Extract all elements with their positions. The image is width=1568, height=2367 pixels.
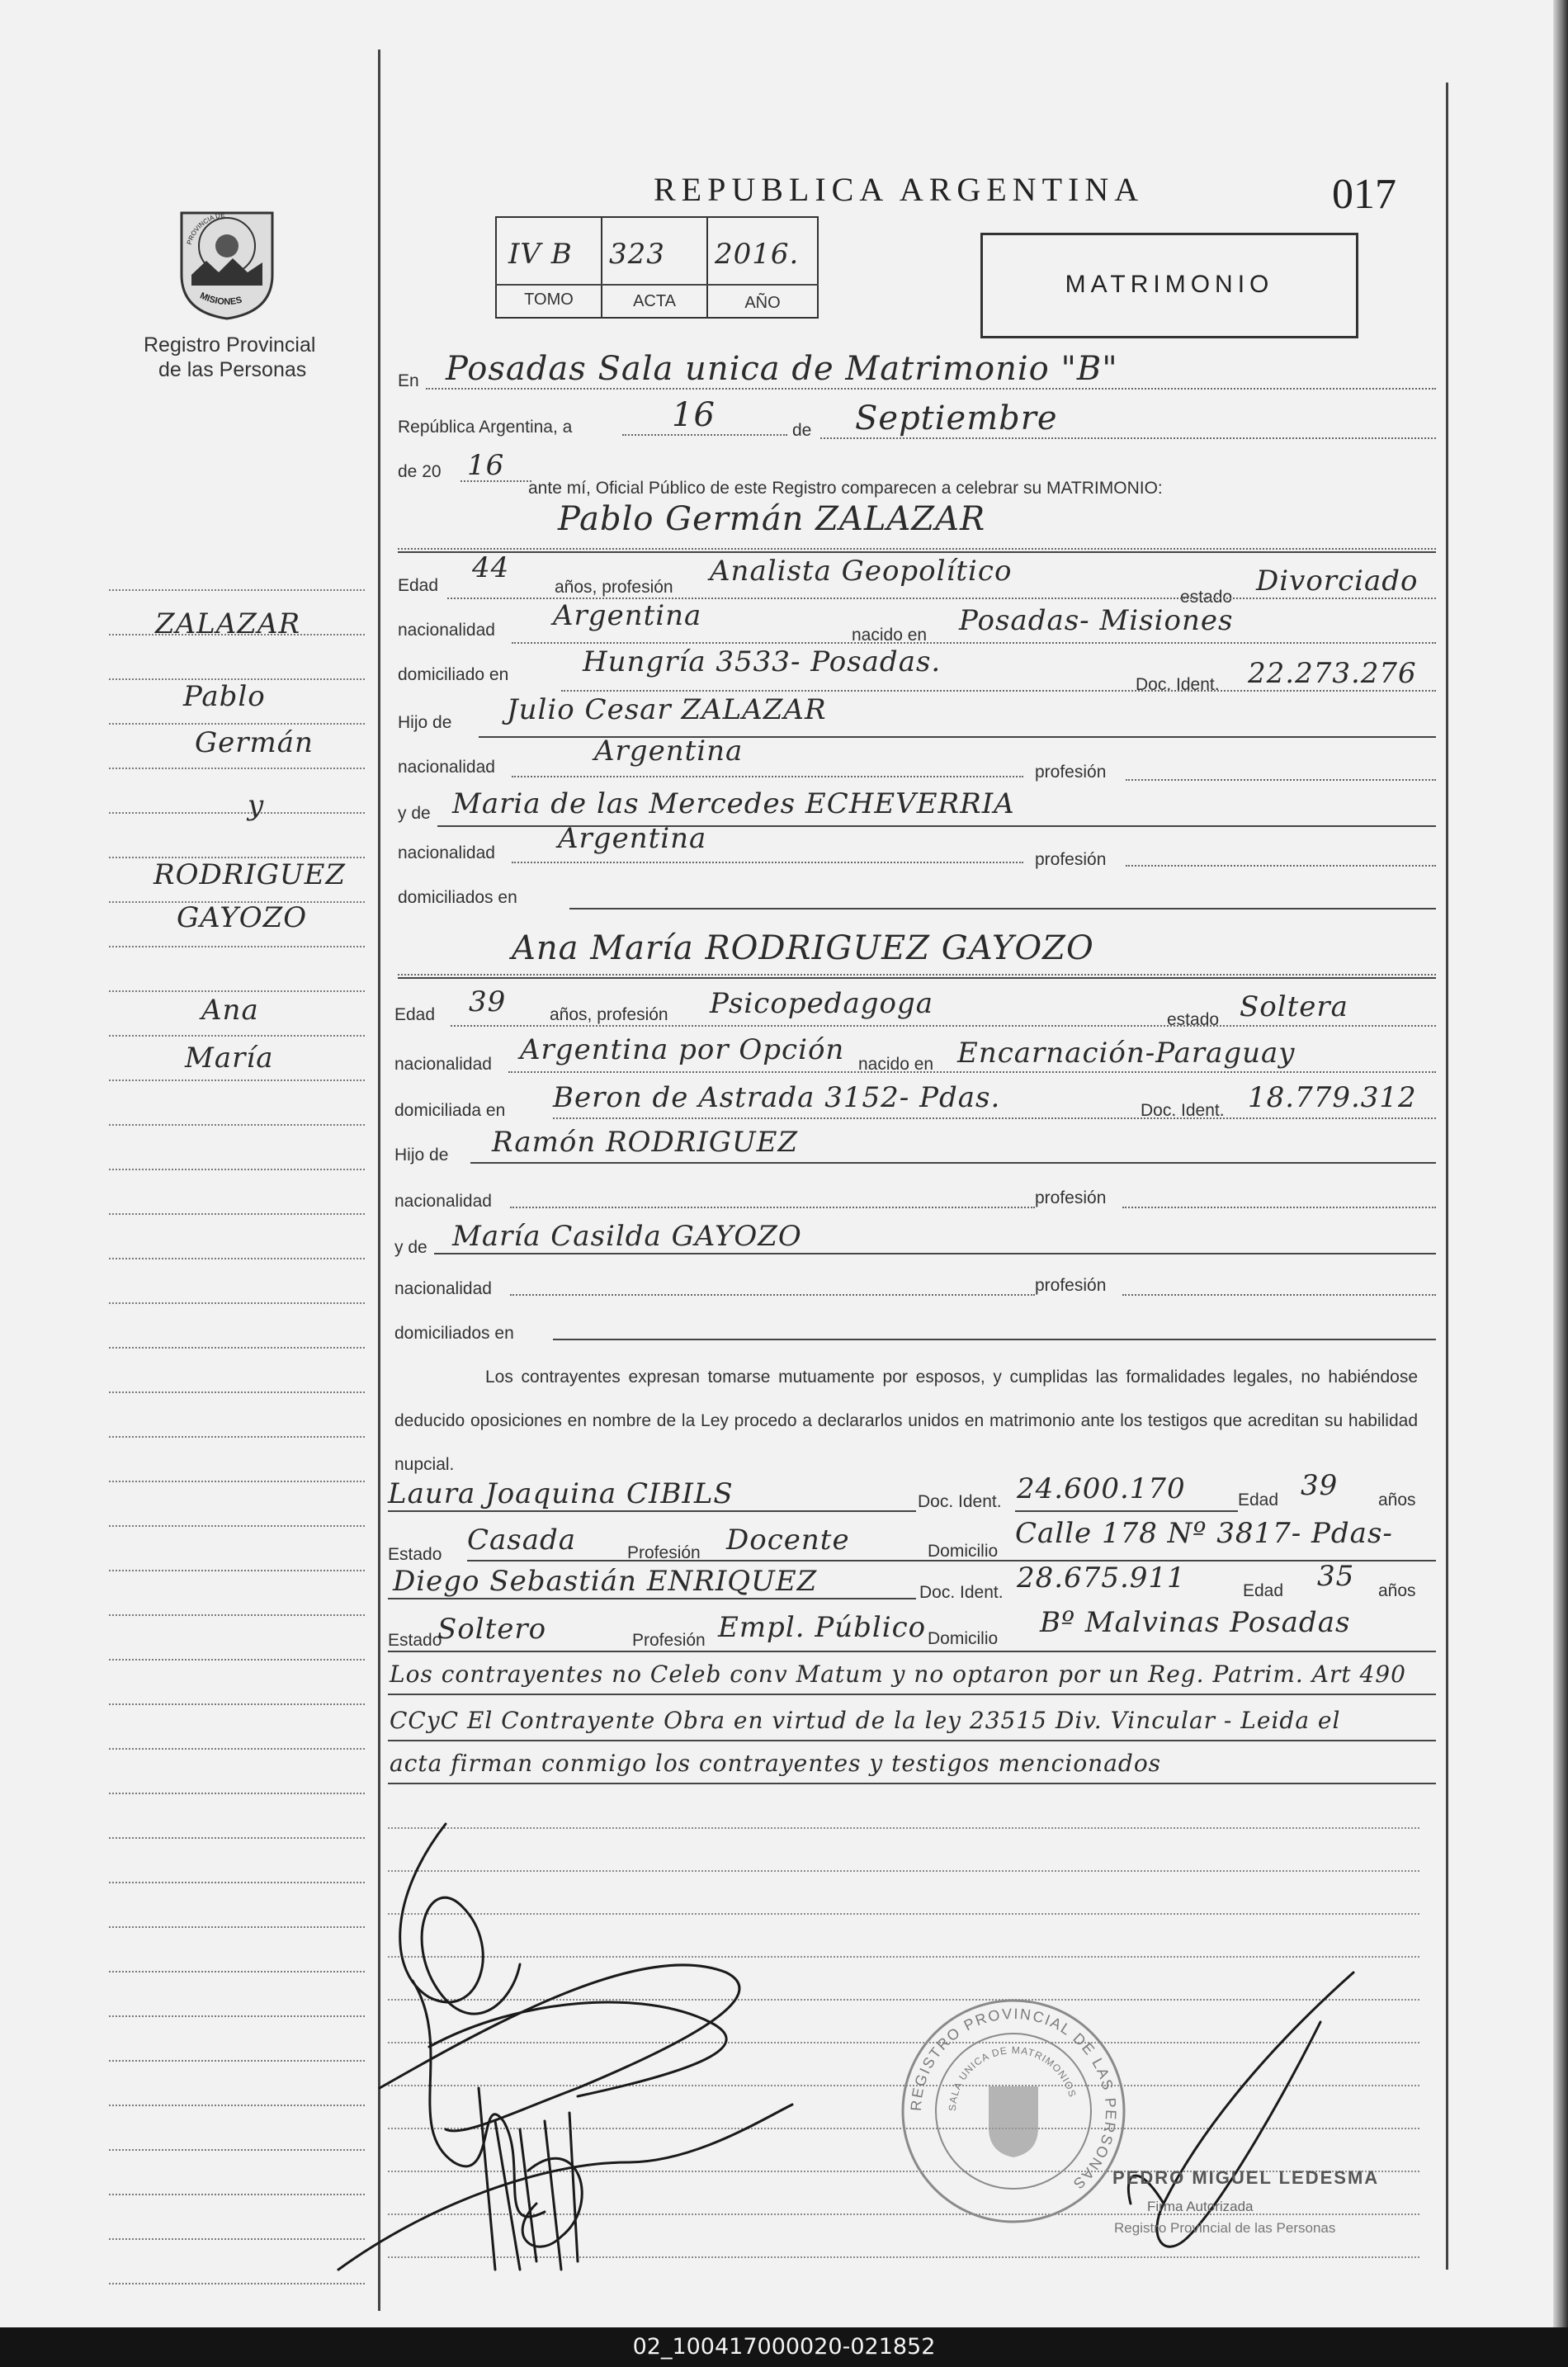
margin-surname-groom: ZALAZAR (155, 607, 301, 640)
year-label: de 20 (398, 462, 442, 481)
page-frame-right (1446, 83, 1448, 2270)
witness2-profesion: Empl. Público (718, 1611, 927, 1644)
groom-padre-prof-label: profesión (1035, 763, 1107, 782)
witness2-estado: Soltero (437, 1613, 547, 1646)
bride-edad-label: Edad (394, 1005, 436, 1024)
margin-name-pablo: Pablo (183, 680, 266, 713)
note-line-2: CCyC El Contrayente Obra en virtud de la ley 23515 Div. Vincular - Leida el (390, 1707, 1341, 1734)
stamp-ring-text: REGISTRO PROVINCIAL DE LAS PERSONAS (907, 2005, 1120, 2194)
witness1-prof-label: Profesión (627, 1543, 701, 1562)
witness1-doc: 24.600.170 (1017, 1472, 1186, 1505)
bride-anios-label: años, profesión (550, 1005, 668, 1024)
seal-top-text: PROVINCIA DE (185, 211, 225, 246)
de-label: de (792, 421, 812, 440)
officer-org: Registro Provincial de las Personas (1114, 2220, 1336, 2236)
witness2-name: Diego Sebastián ENRIQUEZ (393, 1565, 818, 1598)
bride-doc: 18.779.312 (1248, 1081, 1417, 1114)
groom-nacionalidad: Argentina (553, 599, 702, 632)
bride-nac-label: nacionalidad (394, 1055, 492, 1074)
scan-caption: 02_100417000020-021852 (0, 2327, 1568, 2367)
witness2-doc-label: Doc. Ident. (919, 1583, 1004, 1602)
witness2-estado-label: Estado (388, 1631, 442, 1650)
note-line-1: Los contrayentes no Celeb conv Matum y no optaron por un Reg. Patrim. Art 490 (390, 1661, 1406, 1688)
stamp-center-text: SALA UNICA DE MATRIMONIOS (946, 2043, 1079, 2112)
margin-name-ana: Ana (201, 994, 259, 1027)
bride-estado-label: estado (1167, 1010, 1220, 1029)
declaration-text: Los contrayentes expresan tomarse mutuamente por esposos, y cumplidas las formalidades legales, no habiéndose deducido oposiciones en nombre de la Ley procedo a declararlos unidos en matrimonio ante los testigos que acreditan su habilidad nupcial. (394, 1368, 1418, 1474)
book-edge (1553, 0, 1568, 2327)
witness2-edad-label: Edad (1243, 1581, 1284, 1600)
witness1-profesion: Docente (726, 1524, 850, 1557)
place-value: Posadas Sala unica de Matrimonio "B" (446, 350, 1118, 388)
groom-nacido-label: nacido en (852, 626, 928, 645)
bride-madre: María Casilda GAYOZO (452, 1220, 802, 1253)
witness1-domicilio: Calle 178 Nº 3817- Pdas- (1015, 1517, 1393, 1550)
groom-madre-nac: Argentina (558, 822, 707, 855)
witness2-dom-label: Domicilio (928, 1629, 999, 1648)
bride-domicilio: Beron de Astrada 3152- Pdas. (553, 1081, 1001, 1114)
groom-anios-label: años, profesión (555, 578, 673, 597)
margin-surname-bride-1: RODRIGUEZ (153, 858, 347, 891)
folio-number: 017 (1332, 171, 1396, 218)
month-value: Septiembre (855, 399, 1058, 437)
groom-doc: 22.273.276 (1248, 657, 1417, 690)
bride-hijo-label: Hijo de (394, 1146, 449, 1165)
groom-hijo-label: Hijo de (398, 713, 452, 732)
witness1-estado: Casada (467, 1524, 577, 1557)
witness1-estado-label: Estado (388, 1545, 442, 1564)
witness1-name: Laura Joaquina CIBILS (388, 1477, 734, 1510)
tomo-value: IV B (508, 238, 573, 271)
anio-value: 2016. (715, 238, 800, 271)
official-stamp (898, 1996, 1129, 2227)
republica-label: República Argentina, a (398, 418, 573, 437)
bride-doc-label: Doc. Ident. (1141, 1101, 1225, 1120)
en-label: En (398, 371, 419, 390)
groom-estado: Divorciado (1256, 565, 1419, 598)
year-suffix: 16 (467, 449, 505, 482)
bride-nacido: Encarnación-Paraguay (957, 1037, 1296, 1070)
witness1-dom-label: Domicilio (928, 1542, 999, 1561)
doc-type-label: MATRIMONIO (1065, 271, 1274, 298)
margin-name-german: Germán (195, 726, 314, 759)
bride-profesion: Psicopedagoga (710, 987, 933, 1020)
seal-bottom-text: MISIONES (198, 291, 243, 308)
witness2-edad: 35 (1317, 1560, 1355, 1593)
groom-edad: 44 (472, 551, 510, 584)
bride-padre-prof-label: profesión (1035, 1188, 1107, 1207)
groom-padre-nac-label: nacionalidad (398, 758, 495, 777)
groom-padre-nac: Argentina (594, 735, 744, 768)
bride-dom-label: domiciliada en (394, 1101, 506, 1120)
groom-madre: Maria de las Mercedes ECHEVERRIA (452, 787, 1015, 820)
groom-doms-label: domiciliados en (398, 888, 517, 907)
officer-role: Firma Autorizada (1147, 2199, 1254, 2214)
registry-name-line1: Registro Provincial (144, 333, 316, 357)
groom-yde-label: y de (398, 804, 431, 823)
day-value: 16 (672, 396, 716, 434)
witness2-anios-label: años (1378, 1581, 1416, 1600)
groom-madre-nac-label: nacionalidad (398, 843, 495, 862)
officer-name: PEDRO MIGUEL LEDESMA (1112, 2167, 1380, 2188)
margin-surname-bride-2: GAYOZO (177, 901, 308, 934)
groom-edad-label: Edad (398, 576, 439, 595)
country-title: REPUBLICA ARGENTINA (654, 171, 1145, 208)
bride-nacido-label: nacido en (858, 1055, 934, 1074)
bride-nacionalidad: Argentina por Opción (520, 1033, 845, 1066)
witness1-edad: 39 (1301, 1469, 1339, 1502)
tomo-caption: TOMO (524, 291, 574, 309)
witness2-domicilio: Bº Malvinas Posadas (1040, 1606, 1351, 1639)
witness2-prof-label: Profesión (632, 1631, 706, 1650)
groom-profesion: Analista Geopolítico (710, 555, 1013, 588)
bride-estado: Soltera (1240, 990, 1348, 1023)
groom-domicilio: Hungría 3533- Posadas. (583, 645, 942, 678)
groom-nac-label: nacionalidad (398, 621, 495, 640)
bride-name: Ana María RODRIGUEZ GAYOZO (512, 929, 1094, 967)
bride-madre-nac-label: nacionalidad (394, 1279, 492, 1298)
witness1-doc-label: Doc. Ident. (918, 1492, 1002, 1511)
margin-name-maria: María (185, 1042, 274, 1075)
statement-text: ante mí, Oficial Público de este Registro comparecen a celebrar su MATRIMONIO: (528, 479, 1163, 498)
groom-madre-prof-label: profesión (1035, 850, 1107, 869)
acta-value: 323 (609, 238, 665, 271)
witness1-anios-label: años (1378, 1491, 1416, 1509)
groom-estado-label: estado (1180, 588, 1233, 607)
registry-logo (173, 196, 281, 320)
bride-madre-prof-label: profesión (1035, 1276, 1107, 1295)
acta-caption: ACTA (633, 292, 676, 310)
bride-yde-label: y de (394, 1238, 427, 1257)
groom-nacido: Posadas- Misiones (959, 604, 1234, 637)
witness2-doc: 28.675.911 (1017, 1561, 1186, 1595)
bride-edad: 39 (469, 985, 507, 1018)
groom-doc-label: Doc. Ident. (1136, 675, 1220, 694)
note-line-3: acta firman conmigo los contrayentes y testigos mencionados (390, 1750, 1162, 1777)
groom-padre: Julio Cesar ZALAZAR (507, 693, 827, 726)
registry-name-line2: de las Personas (158, 358, 307, 381)
groom-name: Pablo Germán ZALAZAR (558, 500, 986, 538)
groom-dom-label: domiciliado en (398, 665, 509, 684)
bride-doms-label: domiciliados en (394, 1324, 514, 1343)
margin-conjunction: y (248, 789, 265, 822)
anio-caption: AÑO (744, 294, 781, 312)
witness1-edad-label: Edad (1238, 1491, 1279, 1509)
bride-padre-nac-label: nacionalidad (394, 1192, 492, 1211)
bride-padre: Ramón RODRIGUEZ (492, 1126, 799, 1159)
